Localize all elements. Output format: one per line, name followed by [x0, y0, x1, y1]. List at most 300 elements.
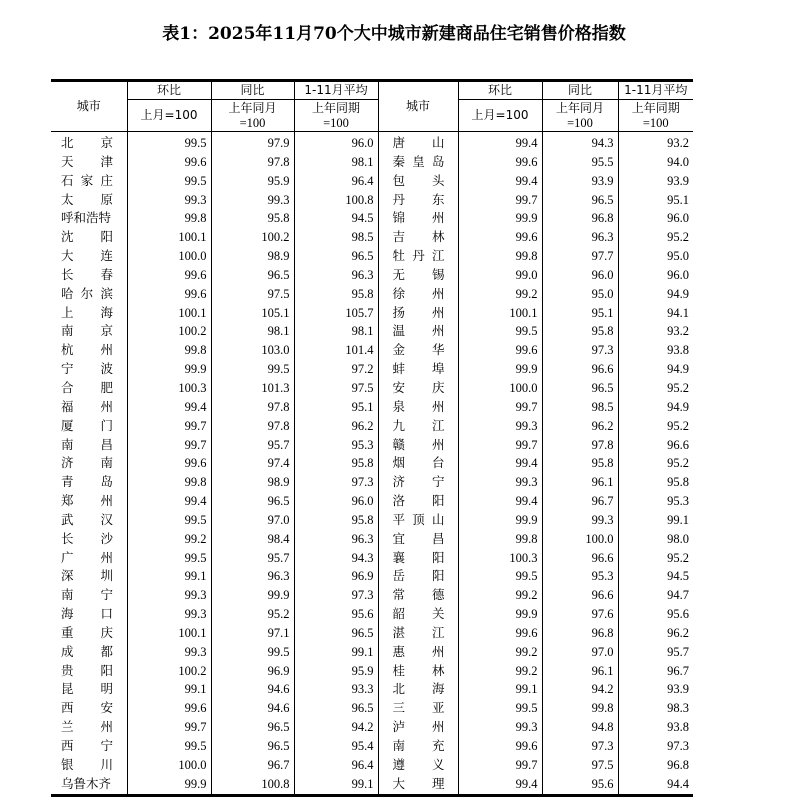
value-mom: 99.2: [458, 662, 542, 681]
value-avg: 95.8: [294, 285, 378, 304]
value-mom: 99.7: [127, 718, 211, 737]
header-avg-base-2-right: =100: [642, 115, 669, 130]
city-char: 滨: [100, 285, 113, 301]
value-mom: 99.7: [127, 417, 211, 436]
value-yoy: 97.8: [211, 153, 294, 172]
city-name-chars: [61, 567, 113, 586]
value-yoy: 96.6: [542, 549, 618, 568]
city-char: 门: [100, 417, 113, 433]
city-name-chars: [61, 737, 113, 756]
table-row: [51, 191, 693, 210]
value-mom: 99.2: [458, 285, 542, 304]
value-avg: 96.0: [618, 209, 693, 228]
city-char: 州: [431, 398, 445, 414]
city-char: 安: [392, 379, 406, 395]
city-name-chars: [393, 662, 445, 681]
city-name: [51, 605, 127, 624]
table-row: [51, 605, 693, 624]
city-name: [51, 322, 127, 341]
city-name-chars: [393, 718, 445, 737]
city-char: 沙: [100, 530, 113, 546]
header-yoy-base-1-right: 上年同月: [555, 100, 604, 115]
table-row: [51, 209, 693, 228]
city-name-chars: [393, 699, 445, 718]
city-name-chars: [393, 586, 445, 605]
value-avg: 96.3: [294, 530, 378, 549]
city-char: 州: [431, 210, 445, 226]
city-char: 北: [61, 135, 74, 150]
value-avg: 96.0: [294, 492, 378, 511]
value-yoy: 96.7: [211, 756, 294, 775]
header-avg-right: [618, 81, 693, 100]
city-char: 南: [61, 323, 74, 339]
value-avg: 97.3: [294, 586, 378, 605]
value-yoy: 96.6: [542, 586, 618, 605]
value-yoy: 96.0: [542, 266, 618, 285]
value-yoy: 96.7: [542, 492, 618, 511]
value-avg: 94.3: [294, 549, 378, 568]
city-char: 大: [392, 775, 406, 791]
value-avg: 94.9: [618, 285, 693, 304]
city-name: [51, 530, 127, 549]
value-yoy: 94.8: [542, 718, 618, 737]
city-char: 常: [392, 587, 406, 603]
city-name-chars: [61, 379, 113, 398]
city-char: 关: [431, 606, 445, 622]
city-char: 春: [100, 266, 113, 282]
table-row: [51, 266, 693, 285]
table-row: [51, 379, 693, 398]
city-char: 杭: [61, 342, 74, 358]
city-name-chars: [61, 436, 113, 455]
value-mom: 99.8: [458, 530, 542, 549]
value-mom: 99.8: [127, 473, 211, 492]
value-yoy: 98.5: [542, 398, 618, 417]
city-char: 长: [61, 530, 74, 546]
value-mom: 99.3: [127, 643, 211, 662]
header-avg-label: 1-11月平均: [304, 83, 368, 97]
value-mom: 100.0: [127, 756, 211, 775]
city-name: [378, 247, 458, 266]
city-char: 明: [100, 681, 113, 697]
city-name: [51, 680, 127, 699]
value-avg: 95.2: [618, 228, 693, 247]
value-mom: 99.2: [127, 530, 211, 549]
city-name: [378, 132, 458, 153]
table-row: [51, 228, 693, 247]
city-name: [378, 680, 458, 699]
value-avg: 94.9: [618, 398, 693, 417]
city-name-chars: [61, 530, 113, 549]
city-name: [378, 228, 458, 247]
value-avg: 94.5: [618, 567, 693, 586]
city-char: 圳: [100, 568, 113, 584]
city-char: 厦: [61, 417, 74, 433]
value-yoy: 99.5: [211, 360, 294, 379]
city-name: [378, 322, 458, 341]
city-char: 西: [61, 738, 74, 753]
city-char: 州: [431, 323, 445, 339]
city-name-chars: [393, 341, 445, 360]
city-char: 襄: [392, 549, 406, 565]
city-name-chars: [393, 567, 445, 586]
header-city: 城市: [51, 81, 127, 132]
header-avg-label-right: 1-11月平均: [624, 83, 688, 97]
city-char: 江: [431, 417, 445, 433]
value-yoy: 99.5: [211, 643, 294, 662]
value-mom: 99.3: [458, 473, 542, 492]
city-name: [378, 699, 458, 718]
table-row: [51, 530, 693, 549]
value-yoy: 95.2: [211, 605, 294, 624]
value-mom: 100.2: [127, 322, 211, 341]
value-avg: 94.1: [618, 304, 693, 323]
city-name: [378, 511, 458, 530]
value-avg: 95.8: [294, 454, 378, 473]
city-char: 阳: [431, 568, 445, 584]
value-mom: 100.0: [458, 379, 542, 398]
city-char: 天: [61, 153, 74, 169]
value-avg: 95.4: [294, 737, 378, 756]
city-name-chars: [393, 285, 445, 304]
table-row: [51, 549, 693, 568]
value-avg: 100.8: [294, 191, 378, 210]
city-char: 阳: [100, 662, 113, 678]
header-avg-base-2: =100: [323, 115, 349, 130]
value-mom: 99.4: [458, 172, 542, 191]
value-mom: 99.6: [458, 737, 542, 756]
value-avg: 94.5: [294, 209, 378, 228]
table-row: [51, 718, 693, 737]
city-name-chars: [61, 549, 113, 568]
value-mom: 99.3: [127, 191, 211, 210]
city-char: 韶: [392, 606, 406, 622]
city-name-chars: [61, 417, 113, 436]
value-avg: 93.2: [618, 132, 693, 153]
city-char: 昆: [61, 681, 74, 697]
header-mom-base-right: 上月=100: [458, 100, 542, 132]
city-char: 烟: [392, 455, 406, 471]
city-name-chars: [61, 191, 113, 210]
city-name-chars: [393, 680, 445, 699]
value-mom: 99.3: [458, 718, 542, 737]
value-avg: 95.2: [618, 549, 693, 568]
value-yoy: 99.3: [211, 191, 294, 210]
value-avg: 93.3: [294, 680, 378, 699]
value-yoy: 96.9: [211, 662, 294, 681]
city-name-chars: [61, 285, 113, 304]
city-name: [378, 172, 458, 191]
city-name: [378, 662, 458, 681]
city-name-chars: [61, 304, 113, 323]
value-mom: 99.8: [458, 247, 542, 266]
table-row: [51, 473, 693, 492]
value-yoy: 98.4: [211, 530, 294, 549]
value-mom: 99.4: [458, 492, 542, 511]
table-row: [51, 680, 693, 699]
value-mom: 100.1: [127, 624, 211, 643]
city-char: 惠: [392, 643, 406, 659]
value-avg: 99.1: [294, 775, 378, 795]
header-avg-base-1: 上年同期: [311, 100, 360, 115]
value-avg: 94.4: [618, 775, 693, 795]
value-yoy: 97.1: [211, 624, 294, 643]
city-char: 皇: [412, 153, 425, 169]
value-avg: 94.7: [618, 586, 693, 605]
city-name: [378, 417, 458, 436]
value-avg: 96.0: [618, 266, 693, 285]
value-mom: 99.4: [127, 398, 211, 417]
value-yoy: 96.1: [542, 662, 618, 681]
city-name-chars: [393, 492, 445, 511]
value-avg: 96.3: [294, 266, 378, 285]
table-row: [51, 699, 693, 718]
city-char: 埠: [431, 361, 445, 377]
value-mom: 99.9: [127, 775, 211, 795]
value-yoy: 100.8: [211, 775, 294, 795]
header-yoy-base-1: 上年同月: [228, 100, 277, 115]
city-name-chars: [393, 209, 445, 228]
value-mom: 99.6: [127, 266, 211, 285]
value-avg: 97.3: [294, 473, 378, 492]
city-name: [378, 209, 458, 228]
city-name-chars: [393, 247, 445, 266]
value-yoy: 94.6: [211, 680, 294, 699]
city-char: 重: [61, 624, 74, 640]
city-char: 津: [100, 153, 113, 169]
city-char: 海: [100, 304, 113, 320]
value-avg: 93.2: [618, 322, 693, 341]
city-name-chars: [393, 379, 445, 398]
value-mom: 99.0: [458, 266, 542, 285]
city-name-chars: [61, 775, 113, 794]
value-mom: 99.6: [127, 454, 211, 473]
city-char: 南: [392, 738, 406, 753]
value-avg: 95.8: [294, 511, 378, 530]
city-char: 大: [61, 248, 74, 264]
city-name-chars: [61, 511, 113, 530]
value-yoy: 95.3: [542, 567, 618, 586]
city-char: 石: [61, 172, 74, 188]
city-char: 南: [100, 455, 113, 471]
value-mom: 99.5: [127, 549, 211, 568]
value-avg: 105.7: [294, 304, 378, 323]
value-avg: 96.8: [618, 756, 693, 775]
city-name: [378, 549, 458, 568]
city-char: 宜: [392, 530, 406, 546]
value-mom: 99.6: [458, 153, 542, 172]
city-name-chars: [61, 624, 113, 643]
city-name: [378, 567, 458, 586]
city-char: 包: [392, 172, 406, 188]
value-avg: 96.4: [294, 172, 378, 191]
city-name-chars: [393, 549, 445, 568]
value-avg: 95.8: [618, 473, 693, 492]
table-row: [51, 567, 693, 586]
table-row: [51, 436, 693, 455]
value-yoy: 97.6: [542, 605, 618, 624]
value-yoy: 96.5: [211, 737, 294, 756]
city-name: [378, 379, 458, 398]
value-mom: 99.5: [127, 132, 211, 153]
header-yoy-base-right: [542, 100, 618, 132]
city-name: [378, 153, 458, 172]
city-char: 江: [431, 248, 445, 264]
value-avg: 93.9: [618, 172, 693, 191]
city-char: 桂: [392, 662, 406, 678]
city-name: [51, 473, 127, 492]
value-yoy: 105.1: [211, 304, 294, 323]
table-row: [51, 586, 693, 605]
value-yoy: 96.8: [542, 209, 618, 228]
city-char: 九: [392, 417, 406, 433]
city-name: [51, 341, 127, 360]
city-name-chars: [393, 737, 445, 756]
city-name: [51, 775, 127, 795]
city-char: 山: [431, 135, 445, 150]
city-char: 岛: [431, 153, 445, 169]
city-char: 家: [80, 172, 94, 188]
header-city-right: 城市: [378, 81, 458, 132]
city-char: 亚: [431, 700, 445, 716]
value-avg: 101.4: [294, 341, 378, 360]
value-avg: 95.6: [294, 605, 378, 624]
city-char: 长: [61, 266, 74, 282]
city-name-chars: [393, 398, 445, 417]
city-char: 西: [61, 700, 74, 716]
value-mom: 100.3: [458, 549, 542, 568]
value-mom: 99.6: [127, 153, 211, 172]
value-mom: 99.1: [127, 680, 211, 699]
city-name-chars: [393, 643, 445, 662]
city-char: 山: [431, 511, 445, 527]
value-mom: 99.5: [127, 511, 211, 530]
value-mom: 99.3: [127, 586, 211, 605]
city-name-chars: [393, 191, 445, 210]
city-char: 沈: [61, 229, 74, 245]
city-char: 林: [431, 662, 445, 678]
value-avg: 97.5: [294, 379, 378, 398]
header-avg-base-right: [618, 100, 693, 132]
city-char: 平: [392, 511, 406, 527]
value-mom: 99.3: [458, 417, 542, 436]
table-row: [51, 341, 693, 360]
city-name-chars: [61, 228, 113, 247]
header-yoy-base-2: =100: [239, 115, 266, 130]
table-row: [51, 153, 693, 172]
table-row: [51, 285, 693, 304]
table-row: [51, 322, 693, 341]
city-name: [378, 473, 458, 492]
city-name: [378, 191, 458, 210]
value-yoy: 95.1: [542, 304, 618, 323]
value-avg: 97.2: [294, 360, 378, 379]
value-avg: 96.0: [294, 132, 378, 153]
header-mom-right: 环比: [458, 81, 542, 100]
value-avg: 93.8: [618, 718, 693, 737]
city-char: 州: [431, 643, 445, 659]
city-char: 牡: [392, 248, 406, 264]
city-char: 徐: [392, 285, 406, 301]
value-mom: 99.7: [458, 398, 542, 417]
value-mom: 100.1: [127, 228, 211, 247]
value-mom: 99.5: [458, 567, 542, 586]
value-yoy: 97.3: [542, 737, 618, 756]
value-avg: 95.9: [294, 662, 378, 681]
city-name-chars: [61, 153, 113, 172]
city-name-chars: [393, 454, 445, 473]
city-char: 尔: [80, 285, 94, 301]
value-avg: 96.6: [618, 436, 693, 455]
value-yoy: 95.9: [211, 172, 294, 191]
value-mom: 99.8: [127, 341, 211, 360]
value-yoy: 95.7: [211, 436, 294, 455]
value-mom: 99.5: [458, 699, 542, 718]
city-name-chars: [61, 643, 113, 662]
table-row: [51, 643, 693, 662]
city-char: 州: [431, 285, 445, 301]
city-char: 州: [100, 719, 113, 735]
city-char: 京: [100, 135, 113, 150]
price-index-table: [51, 79, 693, 797]
city-name-chars: [393, 756, 445, 775]
value-mom: 99.4: [458, 132, 542, 153]
city-name-chars: [61, 341, 113, 360]
value-yoy: 99.8: [542, 699, 618, 718]
value-yoy: 95.8: [542, 454, 618, 473]
city-char: 都: [100, 643, 113, 659]
header-mom: 环比: [127, 81, 211, 100]
value-avg: 95.6: [618, 605, 693, 624]
city-char: 江: [431, 624, 445, 640]
value-yoy: 95.8: [211, 209, 294, 228]
value-yoy: 97.0: [211, 511, 294, 530]
value-yoy: 96.6: [542, 360, 618, 379]
city-char: 阳: [431, 493, 445, 509]
city-name: [378, 304, 458, 323]
city-name: [378, 643, 458, 662]
table-row: [51, 398, 693, 417]
city-char: 岛: [100, 474, 113, 490]
city-char: 贵: [61, 662, 74, 678]
city-name-chars: [393, 436, 445, 455]
city-char: 湛: [392, 624, 406, 640]
city-name: [51, 360, 127, 379]
city-name-chars: [61, 473, 113, 492]
city-name-chars: [61, 247, 113, 266]
value-avg: 93.8: [618, 341, 693, 360]
value-yoy: 97.7: [542, 247, 618, 266]
city-char: 银: [61, 756, 74, 772]
city-name: [378, 718, 458, 737]
city-char: 林: [431, 229, 445, 245]
value-mom: 99.5: [458, 322, 542, 341]
city-name: [51, 172, 127, 191]
city-char: 成: [61, 643, 74, 659]
city-char: 宁: [100, 587, 113, 603]
value-yoy: 96.2: [542, 417, 618, 436]
city-name-chars: [61, 266, 113, 285]
value-avg: 97.3: [618, 737, 693, 756]
city-char: 丹: [412, 248, 425, 264]
city-char: 台: [431, 455, 445, 471]
city-char: 海: [61, 606, 74, 622]
city-name: [378, 605, 458, 624]
city-name: [378, 492, 458, 511]
city-char: 岳: [392, 568, 406, 584]
city-char: 吉: [392, 229, 406, 245]
value-avg: 96.4: [294, 756, 378, 775]
